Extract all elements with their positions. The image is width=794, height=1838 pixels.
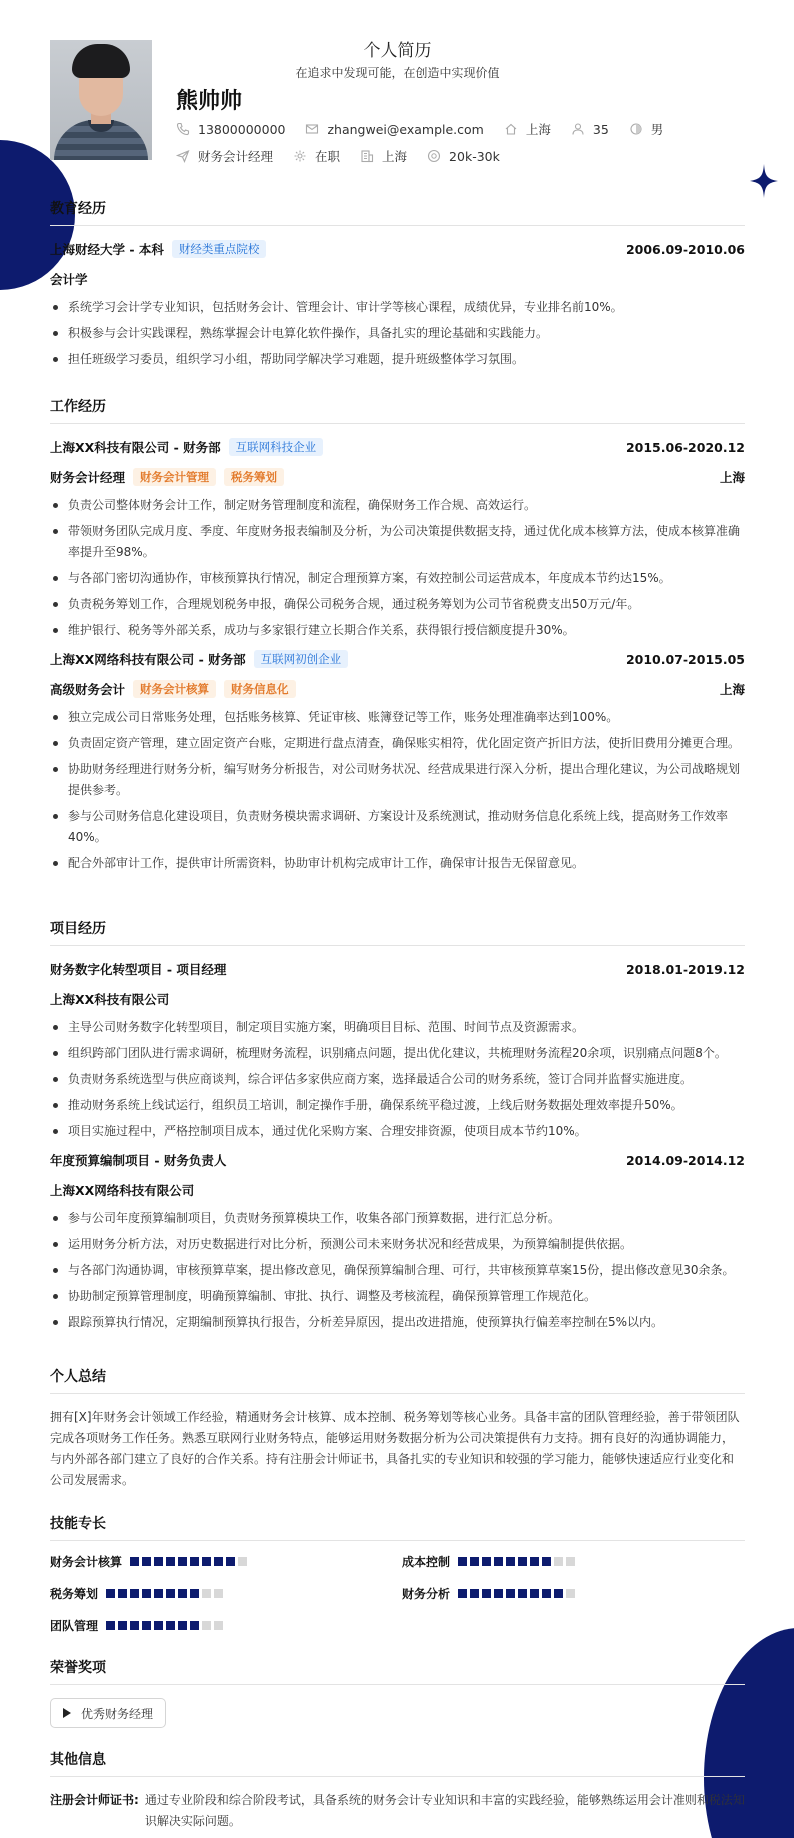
skill-level-filled: [506, 1557, 515, 1566]
coin-icon: [427, 149, 441, 163]
work-date: 2010.07-2015.05: [625, 651, 745, 667]
skill-level-filled: [178, 1557, 187, 1566]
education-date: 2006.09-2010.06: [625, 241, 745, 257]
list-item: 系统学习会计学专业知识，包括财务会计、管理会计、审计学等核心课程，成绩优异，专业排名前10%。: [50, 297, 745, 318]
skill-level-filled: [190, 1589, 199, 1598]
list-item: 推动财务系统上线试运行，组织员工培训，制定操作手册，确保系统平稳过渡，上线后财务数据处理效率提升50%。: [50, 1095, 745, 1116]
skill-level-empty: [238, 1557, 247, 1566]
skill-name: 税务筹划: [50, 1586, 99, 1601]
location-info: [504, 120, 551, 138]
work-bullets: [50, 495, 745, 641]
skill-item: [50, 1618, 402, 1632]
skill-name: 财务分析: [402, 1586, 451, 1601]
list-item: 组织跨部门团队进行需求调研，梳理财务流程，识别痛点问题，提出优化建议，共梳理财务流程20余项，识别痛点问题8个。: [50, 1043, 745, 1064]
email-value: zhangwei@example.com: [327, 121, 484, 137]
education-entry-header: [50, 239, 745, 259]
skill-level-filled: [166, 1621, 175, 1630]
other-section: [50, 1749, 745, 1832]
list-item: 维护银行、税务等外部关系，成功与多家银行建立长期合作关系，获得银行授信额度提升30%。: [50, 620, 745, 641]
age-value: 35: [592, 121, 609, 137]
home-icon: [504, 122, 518, 136]
skill-level-filled: [154, 1589, 163, 1598]
skill-level-bar: [458, 1589, 578, 1598]
age-info: [571, 122, 609, 137]
skill-level-bar: [130, 1557, 250, 1566]
work-entry: [50, 437, 745, 641]
project-date: 2018.01-2019.12: [625, 961, 745, 977]
salary-info: [427, 149, 500, 164]
list-item: 积极参与会计实践课程，熟练掌握会计电算化软件操作，具备扎实的理论基础和实践能力。: [50, 323, 745, 344]
skill-level-filled: [494, 1557, 503, 1566]
list-item: 负责固定资产管理，建立固定资产台账，定期进行盘点清查，确保账实相符，优化固定资产折旧方法，使折旧费用分摊更合理。: [50, 733, 745, 754]
award-label: 优秀财务经理: [81, 1706, 154, 1721]
skill-level-bar: [106, 1589, 226, 1598]
company-tag: 互联网科技企业: [229, 438, 324, 456]
skill-level-filled: [190, 1557, 199, 1566]
skill-level-filled: [142, 1589, 151, 1598]
building-icon: [360, 149, 374, 163]
status-value: 在职: [315, 149, 341, 164]
role-tag: 财务会计核算: [133, 680, 216, 698]
project-entry-header: [50, 959, 745, 979]
list-item: 与各部门密切沟通协作，审核预算执行情况，制定合理预算方案，有效控制公司运营成本，年度成本节约达15%。: [50, 568, 745, 589]
education-bullets: [50, 297, 745, 370]
role-row: [50, 679, 745, 699]
project-bullets: [50, 1208, 745, 1333]
position-info: [176, 147, 273, 165]
project-name: 年度预算编制项目 - 财务负责人: [50, 1153, 227, 1168]
gender-value: 男: [650, 122, 664, 137]
star-icon: [750, 164, 778, 198]
skill-level-filled: [154, 1621, 163, 1630]
skill-level-bar: [106, 1621, 226, 1630]
skill-level-bar: [458, 1557, 578, 1566]
skill-level-filled: [530, 1557, 539, 1566]
phone-value: 13800000000: [198, 121, 286, 137]
skill-level-filled: [518, 1557, 527, 1566]
work-city: 上海: [719, 682, 745, 697]
skill-level-filled: [106, 1589, 115, 1598]
list-item: 负责税务筹划工作，合理规划税务申报，确保公司税务合规，通过税务筹划为公司节省税费支出50万元/年。: [50, 594, 745, 615]
skill-name: 成本控制: [402, 1554, 451, 1569]
work-bullets: [50, 707, 745, 874]
awards-section: [50, 1657, 745, 1728]
major-name: 会计学: [50, 272, 88, 287]
skill-item: [402, 1586, 745, 1600]
list-item: 协助制定预算管理制度，明确预算编制、审批、执行、调整及考核流程，确保预算管理工作规范化。: [50, 1286, 745, 1307]
list-item: 主导公司财务数字化转型项目，制定项目实施方案，明确项目目标、范围、时间节点及资源需求。: [50, 1017, 745, 1038]
project-date: 2014.09-2014.12: [625, 1152, 745, 1168]
skill-level-filled: [458, 1589, 467, 1598]
list-item: 项目实施过程中，严格控制项目成本，通过优化采购方案、合理安排资源，使项目成本节约10%。: [50, 1121, 745, 1142]
list-item: 跟踪预算执行情况，定期编制预算执行报告，分析差异原因，提出改进措施，使预算执行偏差率控制在5%以内。: [50, 1312, 745, 1333]
skill-level-filled: [130, 1589, 139, 1598]
skill-level-filled: [118, 1621, 127, 1630]
skill-level-filled: [166, 1557, 175, 1566]
skill-level-filled: [506, 1589, 515, 1598]
section-title: 项目经历: [50, 918, 745, 946]
company-name: 上海XX网络科技有限公司 - 财务部: [50, 652, 246, 667]
section-title: 技能专长: [50, 1513, 745, 1541]
settings-icon: [293, 149, 307, 163]
skill-level-filled: [470, 1557, 479, 1566]
summary-section: [50, 1366, 745, 1491]
skill-level-filled: [542, 1589, 551, 1598]
work-section: [50, 396, 745, 879]
list-item: 负责公司整体财务会计工作，制定财务管理制度和流程，确保财务工作合规、高效运行。: [50, 495, 745, 516]
skills-section: [50, 1513, 745, 1632]
skill-level-filled: [130, 1557, 139, 1566]
school-name: 上海财经大学 - 本科: [50, 242, 164, 257]
company-name: 上海XX科技有限公司 - 财务部: [50, 440, 221, 455]
section-title: 教育经历: [50, 198, 745, 226]
position-value: 财务会计经理: [198, 149, 274, 164]
list-item: 独立完成公司日常账务处理，包括账务核算、凭证审核、账簿登记等工作，账务处理准确率达到100%。: [50, 707, 745, 728]
list-item: 运用财务分析方法，对历史数据进行对比分析，预测公司未来财务状况和经营成果，为预算编制提供依据。: [50, 1234, 745, 1255]
skill-level-filled: [530, 1589, 539, 1598]
skills-grid: [50, 1554, 745, 1632]
gender-icon: [629, 122, 643, 136]
project-entry: [50, 1150, 745, 1333]
award-item[interactable]: [50, 1698, 166, 1728]
skill-level-empty: [214, 1621, 223, 1630]
list-item: 负责财务系统选型与供应商谈判，综合评估多家供应商方案，选择最适合公司的财务系统，签订合同并监督实施进度。: [50, 1069, 745, 1090]
skill-level-filled: [142, 1557, 151, 1566]
user-icon: [571, 122, 585, 136]
skill-level-filled: [470, 1589, 479, 1598]
work-city: 上海: [719, 470, 745, 485]
section-title: 荣誉奖项: [50, 1657, 745, 1685]
skill-level-filled: [202, 1557, 211, 1566]
project-entry: [50, 959, 745, 1142]
work-entry: [50, 649, 745, 874]
project-company-row: [50, 1180, 745, 1200]
other-info-label: 注册会计师证书:: [50, 1793, 139, 1807]
work-entry-header: [50, 437, 745, 457]
skill-level-filled: [554, 1589, 563, 1598]
skill-level-filled: [214, 1557, 223, 1566]
work-entry-header: [50, 649, 745, 669]
section-title: 工作经历: [50, 396, 745, 424]
school-tag: 财经类重点院校: [172, 240, 267, 258]
send-icon: [176, 149, 190, 163]
skill-level-filled: [142, 1621, 151, 1630]
city-info: [360, 147, 407, 165]
role-name: 财务会计经理: [50, 470, 126, 485]
skill-level-filled: [106, 1621, 115, 1630]
skill-level-empty: [214, 1589, 223, 1598]
resume-motto: 在追求中发现可能，在创造中实现价值: [295, 66, 500, 80]
skill-level-empty: [202, 1589, 211, 1598]
city-value: 上海: [382, 149, 408, 164]
role-name: 高级财务会计: [50, 682, 126, 697]
list-item: 担任班级学习委员，组织学习小组，帮助同学解决学习难题，提升班级整体学习氛围。: [50, 349, 745, 370]
project-company: 上海XX科技有限公司: [50, 992, 170, 1007]
skill-level-filled: [178, 1589, 187, 1598]
gender-info: [629, 120, 664, 138]
skill-level-filled: [166, 1589, 175, 1598]
project-name: 财务数字化转型项目 - 项目经理: [50, 962, 227, 977]
skill-level-filled: [226, 1557, 235, 1566]
skill-level-filled: [482, 1589, 491, 1598]
list-item: 带领财务团队完成月度、季度、年度财务报表编制及分析，为公司决策提供数据支持，通过优化成本核算方法，使成本核算准确率提升至98%。: [50, 521, 745, 563]
projects-section: [50, 918, 745, 1338]
skill-item: [402, 1554, 745, 1568]
list-item: 参与公司财务信息化建设项目，负责财务模块需求调研、方案设计及系统测试，推动财务信息化系统上线，提高财务工作效率40%。: [50, 806, 745, 848]
role-tag: 税务筹划: [224, 468, 284, 486]
skill-level-filled: [190, 1621, 199, 1630]
skill-level-filled: [542, 1557, 551, 1566]
list-item: 协助财务经理进行财务分析，编写财务分析报告，对公司财务状况、经营成果进行深入分析，提出合理化建议，为公司战略规划提供参考。: [50, 759, 745, 801]
skill-level-filled: [458, 1557, 467, 1566]
skill-level-empty: [202, 1621, 211, 1630]
company-tag: 互联网初创企业: [254, 650, 349, 668]
project-entry-header: [50, 1150, 745, 1170]
play-icon: [63, 1708, 71, 1718]
skill-level-filled: [118, 1589, 127, 1598]
skill-level-empty: [566, 1557, 575, 1566]
project-company: 上海XX网络科技有限公司: [50, 1183, 195, 1198]
skill-item: [50, 1586, 402, 1600]
other-info-text: 通过专业阶段和综合阶段考试，具备系统的财务会计专业知识和丰富的实践经验，能够熟练运用会计准则和税法知识解决实际问题。: [144, 1793, 745, 1828]
skill-level-filled: [130, 1621, 139, 1630]
location-value: 上海: [525, 122, 551, 137]
role-tag: 财务信息化: [224, 680, 296, 698]
section-title: 个人总结: [50, 1366, 745, 1394]
mail-icon: [305, 122, 319, 136]
intent-row: [176, 147, 520, 165]
major-row: [50, 269, 745, 289]
work-date: 2015.06-2020.12: [625, 439, 745, 455]
list-item: 配合外部审计工作，提供审计所需资料，协助审计机构完成审计工作，确保审计报告无保留意见。: [50, 853, 745, 874]
other-info-row: [50, 1790, 745, 1832]
phone-info: [176, 122, 285, 137]
status-info: [293, 147, 340, 165]
phone-icon: [176, 122, 190, 136]
skill-item: [50, 1554, 402, 1568]
skill-name: 团队管理: [50, 1618, 99, 1633]
project-bullets: [50, 1017, 745, 1142]
skill-level-filled: [518, 1589, 527, 1598]
list-item: 参与公司年度预算编制项目，负责财务预算模块工作，收集各部门预算数据，进行汇总分析。: [50, 1208, 745, 1229]
list-item: 与各部门沟通协调，审核预算草案，提出修改意见，确保预算编制合理、可行，共审核预算草案15份，提出修改意见30余条。: [50, 1260, 745, 1281]
skill-name: 财务会计核算: [50, 1554, 123, 1569]
summary-text: 拥有[X]年财务会计领域工作经验，精通财务会计核算、成本控制、税务筹划等核心业务。具备丰富的团队管理经验，善于带领团队完成各项财务工作任务。熟悉互联网行业财务特点，能够运用财务数据分析为公司决策提供有力支持。拥有良好的沟通协调能力，与内外部各部门建立了良好的合作关系。持有注册会计师证书，具备扎实的专业知识和较强的学习能力，能够快速适应行业变化和公司发展需求。: [50, 1410, 740, 1487]
role-tag: 财务会计管理: [133, 468, 216, 486]
project-company-row: [50, 989, 745, 1009]
section-title: 其他信息: [50, 1749, 745, 1777]
skill-level-filled: [494, 1589, 503, 1598]
skill-level-empty: [554, 1557, 563, 1566]
candidate-name: 熊帅帅: [176, 89, 243, 114]
resume-title: 个人简历: [363, 41, 432, 61]
role-row: [50, 467, 745, 487]
salary-value: 20k-30k: [449, 148, 500, 164]
email-info: [305, 122, 483, 137]
skill-level-filled: [178, 1621, 187, 1630]
education-section: [50, 198, 745, 375]
skill-level-empty: [566, 1589, 575, 1598]
skill-level-filled: [482, 1557, 491, 1566]
contact-row: [176, 120, 683, 138]
skill-level-filled: [154, 1557, 163, 1566]
